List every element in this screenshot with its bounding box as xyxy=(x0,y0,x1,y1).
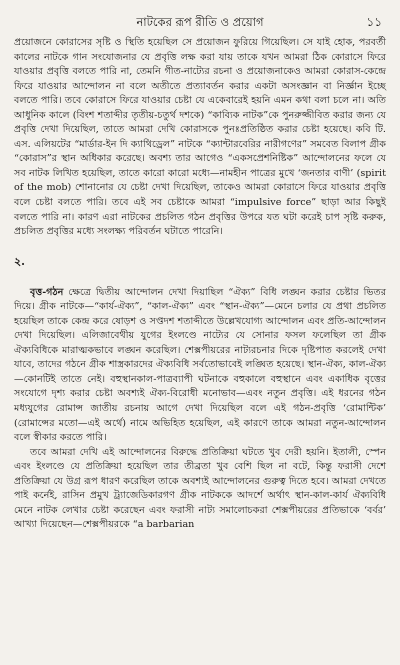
body-text xyxy=(14,36,386,533)
running-header xyxy=(14,12,386,32)
paragraph-gap xyxy=(14,240,386,254)
paragraph-unity-rule xyxy=(14,286,386,446)
paragraph-unity-rule-text: ক্ষেত্রে দ্বিতীয় আন্দোলন দেখা দিয়াছিল “ঐক্য” বিধি লঙ্ঘন করার চেষ্টার ভিতর দিয়ে। গ্রীক নাটকে—“কার্য-ঐক্য”, “কাল-ঐক্য” এবং “স্থান-ঐক্য”—মেনে চলার যে প্রথা প্রচলিত হয়েছিল তাকে কেন্দ্র করে ষোড়শ ও সপ্তদশ শতাব্দীতে উল্লেখযোগ্য আন্দোলন এবং প্রতি-আন্দোলন দেখা দিয়েছিল। এলিজাবেথীয় যুগের ইংলণ্ডে নাট্যের যে সোনার ফসল ফলেছিল তা গ্রীক ঐক্যবিধিকে মারাত্মকভাবে লঙ্ঘন করেছিল। শেক্সপীয়রের নাট্যরচনার দিকে দৃষ্টিপাত করলেই দেখা যাবে, তাদের গঠনে গ্রীক শাস্ত্রকারদের ঐক্যবিধি সর্বতোভাবেই লঙ্ঘিত হয়েছে। স্থান-ঐক্য, কাল-ঐক্য—কোনটিই তাতে নেই। বহুস্থানকাল-পাত্রব্যাপী ঘটনাকে বহুকালে বহুস্থানে এবং একাধিক বৃত্তের সংযোগে দৃশ্য করার চেষ্টা অবশ্যই ঐক্য-বিরোধী মনোভাব—এবং নতুন প্রবৃত্তি। এই ধরনের গঠন মধ্যযুগের রোমান্স জাতীয় রচনায় আগে দেখা দিয়েছিল বলে এই গঠন-প্রবৃত্তি ‘রোমান্টিক’ (রোমান্সের মতো—এই অর্থে) নামে অভিহিত হয়েছিল, এই কারণে তাকে আমরা নতুন-আন্দোলন বলে স্বীকার করতে পারি। xyxy=(14,286,386,444)
paragraph-french-reaction: তবে আমরা দেখি এই আন্দোলনের বিরুদ্ধে প্রতিক্রিয়া ঘটতে খুব দেরী হয়নি। ইতালী, স্পেন এবং ইংলণ্ডে যে প্রতিক্রিয়া হয়েছিল তার তীব্রতা খুব বেশি ছিল না বটে, কিন্তু ফরাসী দেশে প্রতিক্রিয়া যে উগ্র রূপ ধারণ করেছিল তাকে অবশ্যই আন্দোলনের গুরুত্ব দিতে হবে। আমরা দেখতে পাই কর্নেই, রাসিন প্রমুখ ট্র্যাজেডিকারগণ গ্রীক নাটককে আদর্শে অর্থাৎ স্থান-কাল-কার্য ঐক্যবিধি মেনে নাটক লেখার চেষ্টা করেছেন এবং ফরাসী নাট্য সমালোচকরা শেক্সপীয়রের প্রতিভাকে ‘বর্বর’ আখ্যা দিয়েছেন—শেক্সপীয়রকে “a barbarian xyxy=(14,446,386,531)
section-lead-phrase: বৃত্ত-গঠন xyxy=(30,286,64,298)
running-title: নাটকের রূপ রীতি ও প্রয়োগ xyxy=(136,15,264,29)
paragraph-chorus-revival: প্রয়োজনে কোরাসের সৃষ্টি ও স্থিতি হয়েছিল সে প্রয়োজন ফুরিয়ে গিয়েছিল। সে যাই হোক, পরবর্তী কালের নাটকে গান সংযোজনার যে প্রবৃত্তি লক্ষ করা যায় তাকে যখন আমরা ঠিক কোরাসে ফিরে যাওয়ার প্রবৃত্তি বলতে পারি না, তেমনি গীত-নাট্যের রচনা ও প্রয়োজনাকেও আমরা কোরাস-কেন্দ্রে ফিরে যাওয়ার আন্দোলন না বলে অতীতে প্রত্যাবর্তন করার একটা অসংজ্ঞান বা নির্জ্ঞান ইচ্ছে বলতে পারি। তবে কোরাসে ফিরে যাওয়ার চেষ্টা যে একেবারেই হয়নি এমন কথা বলা চলে না। অতি আধুনিক কালে (বিংশ শতাব্দীর তৃতীয়-চতুর্থ দশকে) “কাব্যিক নাটক”কে পুনরুজ্জীবিত করার জন্য যে প্রবৃত্তি দেখা দিয়েছিল, তাতে আমরা দেখি কোরাসকে পুনঃপ্রতিষ্ঠিত করার চেষ্টা হয়েছে। কবি টি. এস. এলিয়টের “মার্ডার-ইন দি ক্যাথিড্রেল” নাটকে “ক্যান্টারবেরির নারীগণের” সমবেত বিলাপ গ্রীক “কোরাস”র স্থান অধিকার করেছে। অবশ্য তার আগেও “একসপ্রেশনিষ্টিক” আন্দোলনের ফলে যে সব নাটক লিখিত হয়েছিল, তাতে কারো কারো মধ্যে—নামহীন পাত্রের মুখে ‘জনতার বাণী’ (spirit of the mob) শোনানোর যে চেষ্টা দেখা দিয়েছিল, তাকেও আমরা কোরাসে ফিরে যাওয়ার প্রবৃত্তি বলে চেষ্টা বলতে পারি। তবে এই সব চেষ্টাকে আমরা “impulsive force” ছাড়া আর কিছুই বলতে পারি না। কারণ এরা নাটকের প্রচলিত গঠন প্রবৃত্তির উপরে যত ঘটা করেই চাপ সৃষ্টি করুক, প্রচলিত প্রবৃত্তির মধ্যে সংলক্ষ্য পরিবর্তন ঘটাতে পারেনি। xyxy=(14,37,386,238)
page-number: ১১ xyxy=(366,15,382,29)
section-number: ২. xyxy=(14,254,25,268)
